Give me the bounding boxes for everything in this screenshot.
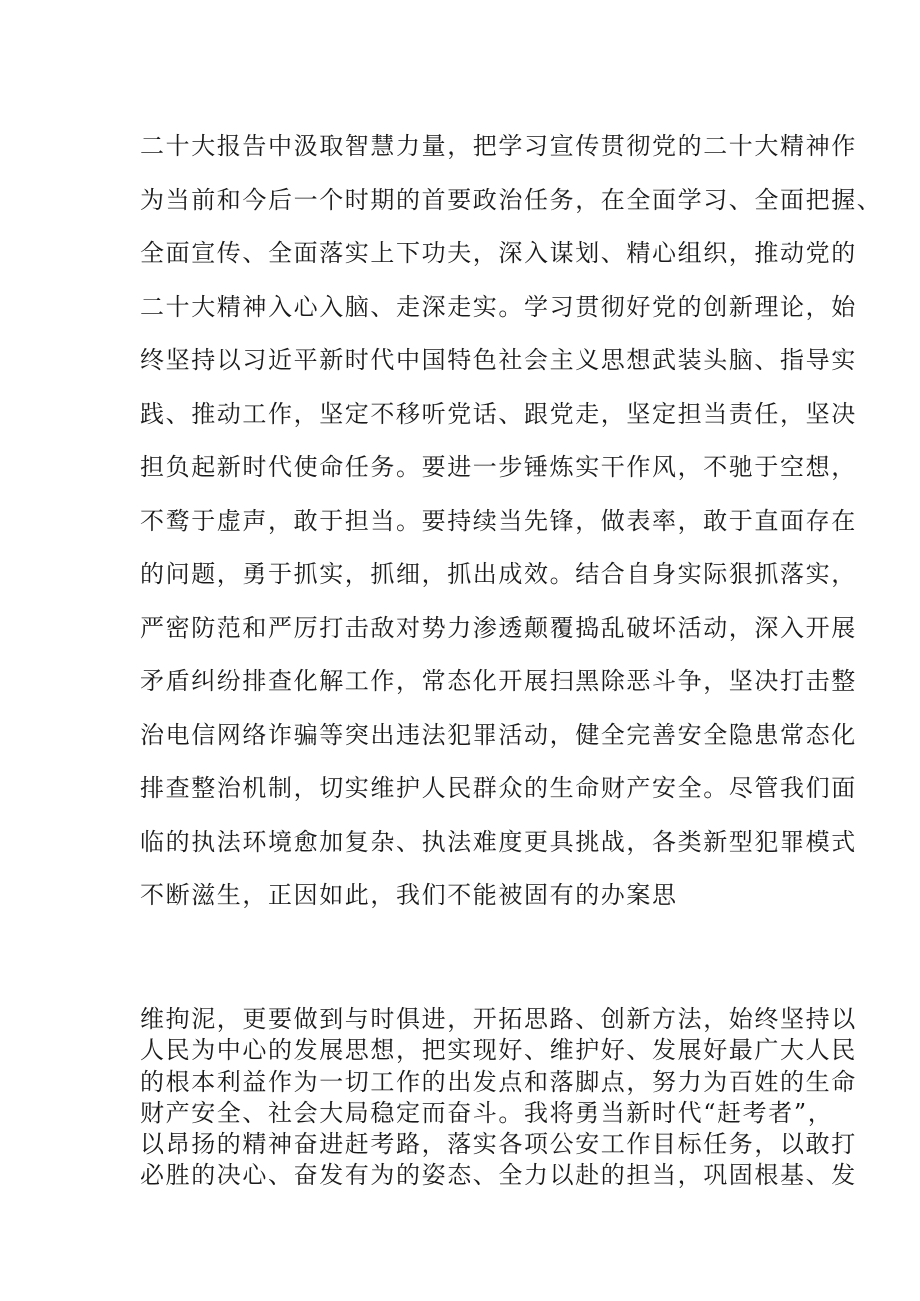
text-line: 二十大精神入心入脑、走深走实。学习贯彻好党的创新理论，始 <box>140 292 857 321</box>
text-line: 为当前和今后一个时期的首要政治任务，在全面学习、全面把握、 <box>140 185 883 214</box>
text-line: 的根本利益作为一切工作的出发点和落脚点，努力为百姓的生命 <box>140 1067 857 1096</box>
text-line: 财产安全、社会大局稳定而奋斗。我将勇当新时代“赶考者”， <box>140 1098 834 1127</box>
text-line: 人民为中心的发展思想，把实现好、维护好、发展好最广大人民 <box>140 1036 857 1065</box>
text-line: 不断滋生，正因如此，我们不能被固有的办案思 <box>140 881 678 909</box>
text-line: 践、推动工作，坚定不移听党话、跟党走，坚定担当责任，坚决 <box>140 399 857 428</box>
text-line: 必胜的决心、奋发有为的姿态、全力以赴的担当，巩固根基、发 <box>140 1161 857 1190</box>
text-line: 严密防范和严厉打击敌对势力渗透颠覆捣乱破坏活动，深入开展 <box>140 613 857 642</box>
text-line: 排查整治机制，切实维护人民群众的生命财产安全。尽管我们面 <box>140 774 857 802</box>
text-line: 矛盾纠纷排查化解工作，常态化开展扫黑除恶斗争，坚决打击整 <box>140 667 857 695</box>
text-line: 治电信网络诈骗等突出违法犯罪活动，健全完善安全隐患常态化 <box>140 720 857 749</box>
text-line: 临的执法环境愈加复杂、执法难度更具挑战，各类新型犯罪模式 <box>140 827 857 856</box>
text-line: 维拘泥，更要做到与时俱进，开拓思路、创新方法，始终坚持以 <box>140 1005 857 1033</box>
body-text-wide-spacing <box>140 120 883 923</box>
body-text-tight-spacing <box>140 1004 857 1192</box>
text-line: 以昂扬的精神奋进赶考路，落实各项公安工作目标任务，以敢打 <box>140 1130 857 1159</box>
text-line: 终坚持以习近平新时代中国特色社会主义思想武装头脑、指导实 <box>140 346 857 374</box>
text-line: 全面宣传、全面落实上下功夫，深入谋划、精心组织，推动党的 <box>140 239 857 267</box>
text-line: 担负起新时代使命任务。要进一步锤炼实干作风，不驰于空想， <box>140 453 857 481</box>
text-line: 的问题，勇于抓实，抓细，抓出成效。结合自身实际狠抓落实， <box>140 560 857 588</box>
text-line: 二十大报告中汲取智慧力量，把学习宣传贯彻党的二十大精神作 <box>140 132 857 160</box>
text-line: 不鹜于虚声，敢于担当。要持续当先锋，做表率，敢于直面存在 <box>140 506 857 535</box>
